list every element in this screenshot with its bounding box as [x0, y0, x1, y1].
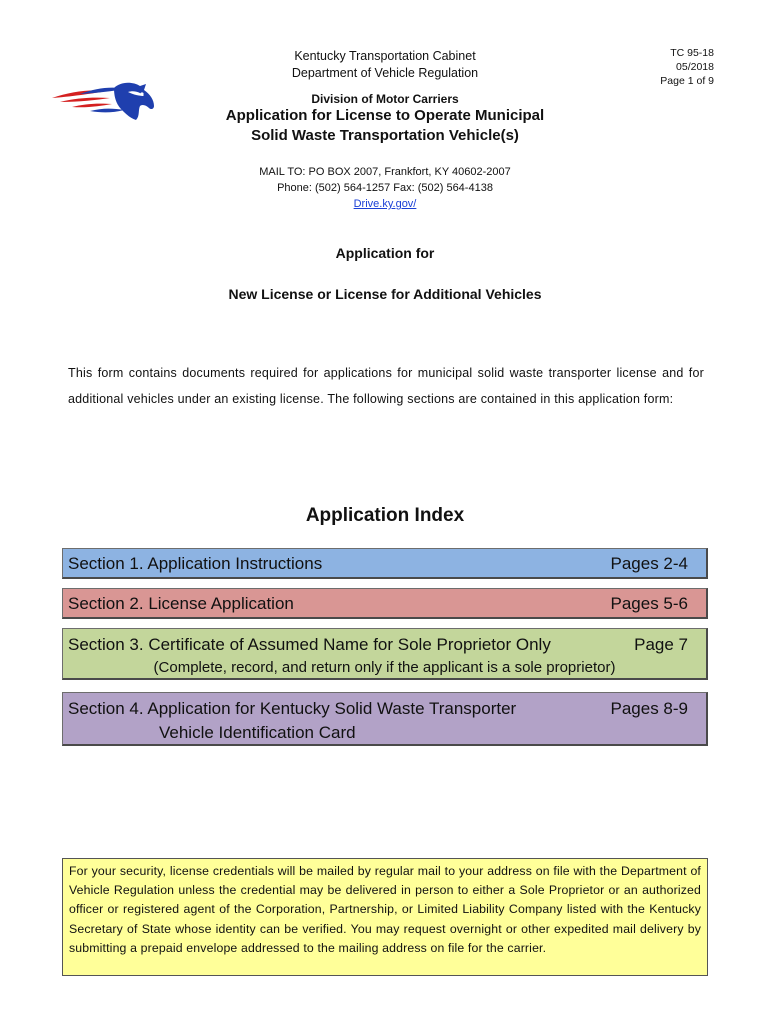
kentucky-horse-logo-icon [50, 80, 158, 124]
contact-info [180, 164, 590, 212]
section-3-label: Section 3. Certificate of Assumed Name for Sole Proprietor Only [68, 635, 551, 654]
form-identifier [594, 46, 714, 88]
document-title [170, 106, 600, 146]
website-link[interactable]: Drive.ky.gov/ [353, 198, 417, 210]
section-1-pages: Pages 2-4 [610, 554, 688, 573]
index-section-4 [62, 692, 708, 746]
application-heading: Application for [335, 245, 435, 261]
agency-name: Kentucky Transportation Cabinet [294, 49, 476, 63]
title-line-2: Solid Waste Transportation Vehicle(s) [251, 127, 519, 144]
form-date: 05/2018 [676, 61, 714, 73]
section-4-pages: Pages 8-9 [610, 699, 688, 718]
section-4-label: Section 4. Application for Kentucky Solid Waste Transporter [68, 699, 517, 718]
section-2-label: Section 2. License Application [68, 594, 294, 613]
phone-fax: Phone: (502) 564-1257 Fax: (502) 564-4138 [277, 182, 493, 194]
section-2-pages: Pages 5-6 [610, 594, 688, 613]
index-section-2 [62, 588, 708, 619]
section-3-pages: Page 7 [634, 635, 688, 654]
section-1-label: Section 1. Application Instructions [68, 554, 323, 573]
application-subheading: New License or License for Additional Vehicles [228, 286, 542, 302]
index-title: Application Index [305, 505, 465, 526]
section-3-note: (Complete, record, and return only if the applicant is a sole proprietor) [153, 659, 616, 676]
agency-header [240, 48, 530, 82]
index-section-1 [62, 548, 708, 579]
mailing-address: MAIL TO: PO BOX 2007, Frankfort, KY 40602-2007 [259, 166, 511, 178]
form-number: TC 95-18 [670, 47, 714, 59]
intro-paragraph: This form contains documents required for applications for municipal solid waste transporter license and for additional vehicles under an existing license. The following sections are contained in this application form: [68, 366, 704, 406]
security-notice: For your security, license credentials will be mailed by regular mail to your address on file with the Department of Vehicle Regulation unless the credential may be delivered in person to either a Sole Proprietor or an authorized officer or registered agent of the Corporation, Partnership, or Limited Liability Company listed with the Kentucky Secretary of State whose identity can be verified. You may request overnight or other expedited mail delivery by submitting a prepaid envelope addressed to the mailing address on file for the carrier. [62, 858, 708, 976]
index-section-3 [62, 628, 708, 680]
title-line-1: Application for License to Operate Municipal [225, 107, 545, 124]
department-name: Department of Vehicle Regulation [291, 66, 479, 80]
page-indicator: Page 1 of 9 [660, 75, 714, 87]
division-name: Division of Motor Carriers [311, 92, 459, 106]
section-4-label-line-2: Vehicle Identification Card [159, 723, 356, 742]
